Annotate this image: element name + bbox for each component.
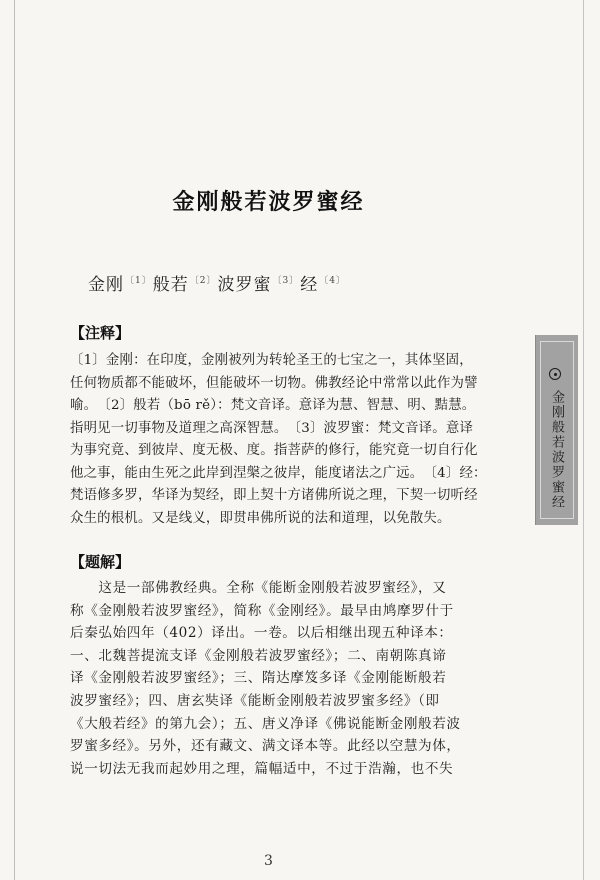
notes-line: 喻。 〔2〕般若（bō rě）：梵文音译。意译为慧、智慧、明、黠慧。: [70, 398, 476, 413]
notes-line: 他之事，能由生死之此岸到涅槃之彼岸，能度诸法之广远。 〔4〕经：: [70, 465, 487, 481]
intro-body: [70, 577, 527, 780]
notes-line: 众生的根机。又是线义，即贯串佛所说的法和道理，以免散失。: [70, 510, 451, 526]
intro-line: 一、北魏菩提流支译《金刚般若波罗蜜经》；二、南朝陈真谛: [70, 647, 447, 664]
intro-line: 称《金刚般若波罗蜜经》，简称《金刚经》。最早由鸠摩罗什于: [70, 602, 454, 619]
sutra-part: 波罗蜜: [217, 275, 272, 295]
page-number: 3: [264, 853, 273, 869]
intro-line: 波罗蜜经》；四、唐玄奘译《能断金刚般若波罗蜜多经》（即: [70, 692, 440, 709]
intro-line: 《大般若经》的第九会）；五、唐义净译《佛说能断金刚般若波: [70, 715, 461, 732]
notes-heading: 【注释】: [70, 324, 131, 342]
notes-line: 为事究竟、到彼岸、度无极、度。指菩萨的修行，能究竟一切自行化: [70, 443, 478, 458]
notes-line: 梵语修多罗，华译为契经，即上契十方诸佛所说之理，下契一切听经: [70, 488, 478, 503]
note-marker: 〔1〕: [125, 276, 152, 286]
intro-line: 译《金刚般若波罗蜜经》；三、隋达摩笈多译《金刚能断般若: [70, 670, 447, 687]
notes-line: 任何物质都不能破坏，但能破坏一切物。佛教经论中常常以此作为譬: [70, 375, 478, 391]
intro-heading: 【题解】: [70, 553, 131, 571]
notes-line: 〔1〕金刚：在印度，金刚被列为转轮圣王的七宝之一，其体坚固，: [70, 353, 473, 368]
sutra-part: 般若: [152, 275, 189, 295]
notes-line: 指明见一切事物及道理之高深智慧。 〔3〕波罗蜜：梵文音译。意译: [70, 420, 474, 436]
chapter-side-tab: [535, 335, 578, 525]
right-edge-line: [583, 0, 584, 880]
note-marker: 〔2〕: [189, 276, 217, 286]
notes-body: [70, 350, 527, 530]
sutra-title-annotated: [88, 270, 347, 295]
page-title: 金刚般若波罗蜜经: [172, 189, 365, 215]
side-tab-label: 金刚般若波罗蜜经: [549, 390, 564, 510]
sutra-part: 金刚: [88, 275, 124, 295]
note-marker: 〔4〕: [319, 276, 346, 286]
note-marker: 〔3〕: [272, 276, 300, 286]
intro-line: 罗蜜多经》。另外，还有藏文、满文译本等。此经以空慧为体，: [70, 738, 461, 755]
intro-line: 说一切法无我而起妙用之理，篇幅适中，不过于浩瀚，也不失: [70, 760, 454, 777]
intro-line: 这是一部佛教经典。全称《能断金刚般若波罗蜜经》，又: [70, 580, 447, 596]
left-edge-line: [14, 0, 15, 880]
sutra-part: 经: [300, 275, 319, 295]
circle-dot-icon: [549, 368, 561, 380]
intro-line: 后秦弘始四年（402）译出。一卷。以后相继出现五种译本：: [70, 625, 453, 642]
